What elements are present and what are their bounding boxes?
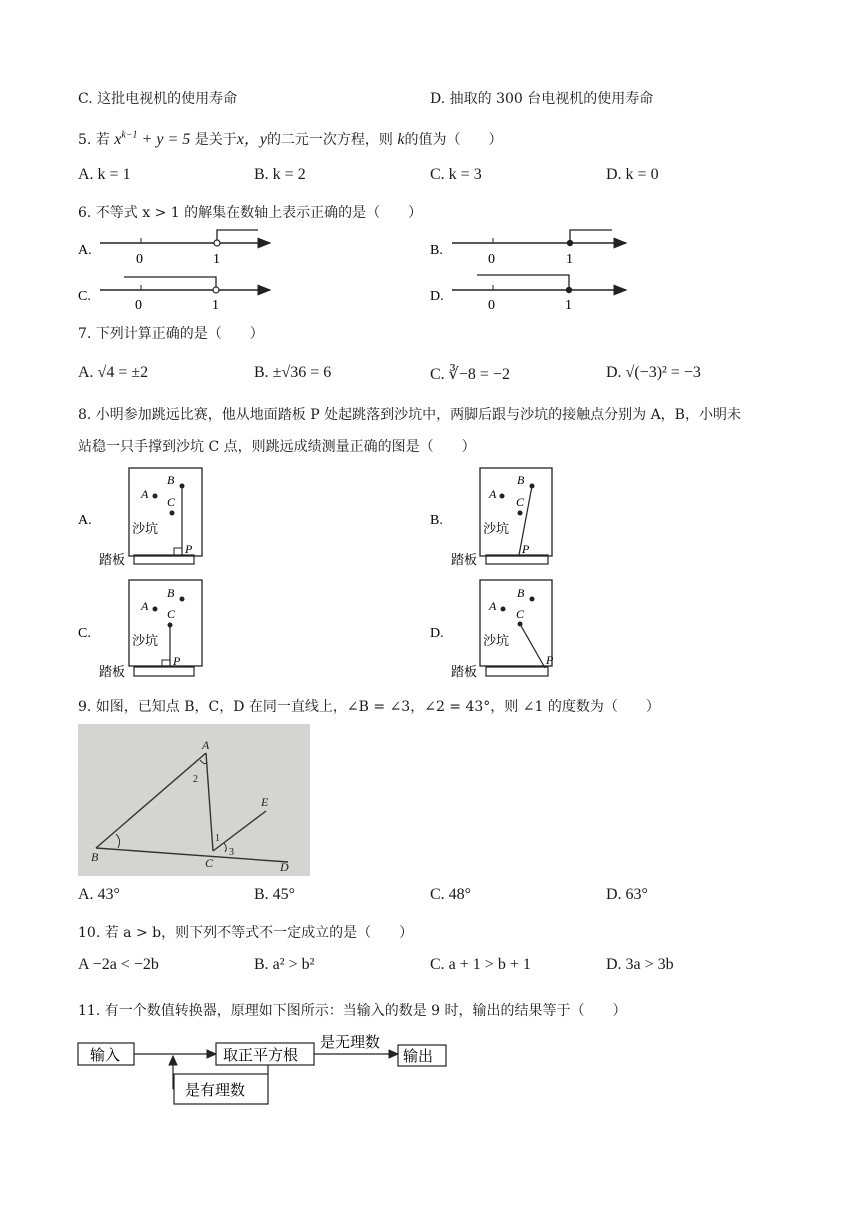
q7-option-a: A. √4 = ±2: [78, 364, 149, 381]
svg-text:A.: A.: [78, 513, 92, 528]
closed-dot-icon: [566, 287, 572, 293]
q9-figure: [78, 724, 310, 876]
svg-text:B.: B.: [430, 513, 443, 528]
svg-text:A: A: [489, 599, 497, 613]
svg-text:C.: C.: [78, 289, 91, 304]
svg-text:3: 3: [229, 847, 234, 858]
svg-text:输出: 输出: [403, 1049, 434, 1065]
svg-text:A: A: [141, 487, 149, 501]
q5-option-d: D. k = 0: [606, 166, 659, 183]
svg-text:B: B: [167, 473, 175, 487]
svg-text:踏板: 踏板: [451, 552, 478, 567]
svg-text:1: 1: [215, 833, 220, 844]
svg-text:C: C: [205, 856, 214, 870]
q4-option-c: C. 这批电视机的使用寿命: [78, 91, 238, 107]
svg-text:E: E: [261, 795, 269, 809]
q9-option-b: B. 45°: [254, 886, 296, 903]
open-dot-icon: [214, 240, 220, 246]
svg-text:沙坑: 沙坑: [132, 633, 159, 648]
svg-text:D.: D.: [430, 626, 444, 641]
svg-text:1: 1: [212, 298, 219, 310]
q8-diagram-c: [78, 580, 202, 679]
closed-dot-icon: [567, 240, 573, 246]
q6-line-a: [78, 230, 270, 267]
svg-text:C: C: [167, 607, 176, 621]
q10-option-a: A −2a < −2b: [78, 956, 159, 973]
q6-stem: 6. 不等式 x > 1 的解集在数轴上表示正确的是（ ）: [78, 205, 423, 221]
q8-diagram-a: [78, 468, 202, 567]
svg-text:踏板: 踏板: [99, 664, 126, 679]
svg-text:1: 1: [213, 252, 220, 267]
svg-text:C.: C.: [78, 626, 91, 641]
q7-option-c: C. ∛−8 = −2: [430, 366, 510, 383]
svg-text:P: P: [173, 654, 181, 668]
q5-option-a: A. k = 1: [78, 166, 131, 183]
q6-line-c: [78, 277, 270, 310]
svg-text:D: D: [280, 860, 289, 874]
svg-text:P: P: [522, 542, 530, 556]
svg-text:B.: B.: [430, 243, 443, 258]
q6-number-lines: [0, 220, 860, 310]
svg-text:C: C: [516, 495, 525, 509]
svg-text:是无理数: 是无理数: [320, 1035, 381, 1051]
q10-option-d: D. 3a > 3b: [606, 956, 674, 973]
svg-text:踏板: 踏板: [451, 664, 478, 679]
svg-text:B: B: [167, 586, 175, 600]
q9-stem: 9. 如图，已知点 B，C，D 在同一直线上，∠B = ∠3，∠2 = 43°，则 ∠1 的度数为（ ）: [78, 699, 660, 715]
svg-text:0: 0: [488, 298, 495, 310]
svg-text:是有理数: 是有理数: [185, 1083, 246, 1099]
q5-option-c: C. k = 3: [430, 166, 482, 183]
svg-text:A: A: [489, 487, 497, 501]
q6-line-b: [430, 230, 626, 267]
q7-option-d: D. √(−3)² = −3: [606, 364, 701, 381]
svg-text:0: 0: [488, 252, 495, 267]
svg-text:A.: A.: [78, 243, 92, 258]
q9-option-d: D. 63°: [606, 886, 648, 903]
q6-line-d: [430, 275, 626, 310]
q8-diagram-b: [430, 468, 552, 567]
svg-text:沙坑: 沙坑: [483, 521, 510, 536]
svg-text:P: P: [185, 542, 193, 556]
svg-text:B: B: [517, 473, 525, 487]
svg-text:1: 1: [566, 252, 573, 267]
q5-option-b: B. k = 2: [254, 166, 306, 183]
q4-option-d: D. 抽取的 300 台电视机的使用寿命: [430, 91, 654, 107]
q8-diagram-d: [430, 580, 554, 679]
svg-text:C: C: [516, 607, 525, 621]
svg-text:取正平方根: 取正平方根: [223, 1048, 299, 1064]
q7-option-b: B. ±√36 = 6: [254, 364, 332, 381]
q9-option-a: A. 43°: [78, 886, 120, 903]
svg-text:A: A: [202, 738, 210, 752]
q7-stem: 7. 下列计算正确的是（ ）: [78, 326, 264, 342]
q10-option-c: C. a + 1 > b + 1: [430, 956, 531, 973]
svg-text:A: A: [141, 599, 149, 613]
q5-stem: 5. 若 $x^{k-1} + y = 5$ 是关于x，y的二元一次方程，则 k的值为（ ）: [78, 129, 503, 148]
q9-option-c: C. 48°: [430, 886, 472, 903]
q5-equation: $x^{k-1} + y = 5$: [114, 129, 191, 148]
svg-text:沙坑: 沙坑: [483, 633, 510, 648]
svg-text:输入: 输入: [90, 1048, 121, 1064]
svg-text:2: 2: [193, 774, 198, 785]
svg-text:B: B: [91, 850, 99, 864]
svg-text:1: 1: [565, 298, 572, 310]
q11-flowchart: [70, 1028, 460, 1110]
q8-stem-line2: 站稳一只手撑到沙坑 C 点，则跳远成绩测量正确的图是（ ）: [78, 439, 476, 455]
svg-text:D.: D.: [430, 289, 444, 304]
svg-text:0: 0: [136, 252, 143, 267]
svg-text:沙坑: 沙坑: [132, 521, 159, 536]
q10-stem: 10. 若 a > b，则下列不等式不一定成立的是（ ）: [78, 925, 414, 941]
open-dot-icon: [213, 287, 219, 293]
svg-text:P: P: [546, 653, 554, 667]
q11-stem: 11. 有一个数值转换器，原理如下图所示：当输入的数是 9 时，输出的结果等于（ ）: [78, 1003, 627, 1019]
q8-diagrams: [0, 462, 860, 684]
svg-text:C: C: [167, 495, 176, 509]
svg-text:0: 0: [135, 298, 142, 310]
svg-text:踏板: 踏板: [99, 552, 126, 567]
q10-option-b: B. a² > b²: [254, 956, 315, 973]
q8-stem-line1: 8. 小明参加跳远比赛，他从地面踏板 P 处起跳落到沙坑中，两脚后跟与沙坑的接触点分别为 A，B，小明未: [78, 407, 741, 423]
svg-text:B: B: [517, 586, 525, 600]
